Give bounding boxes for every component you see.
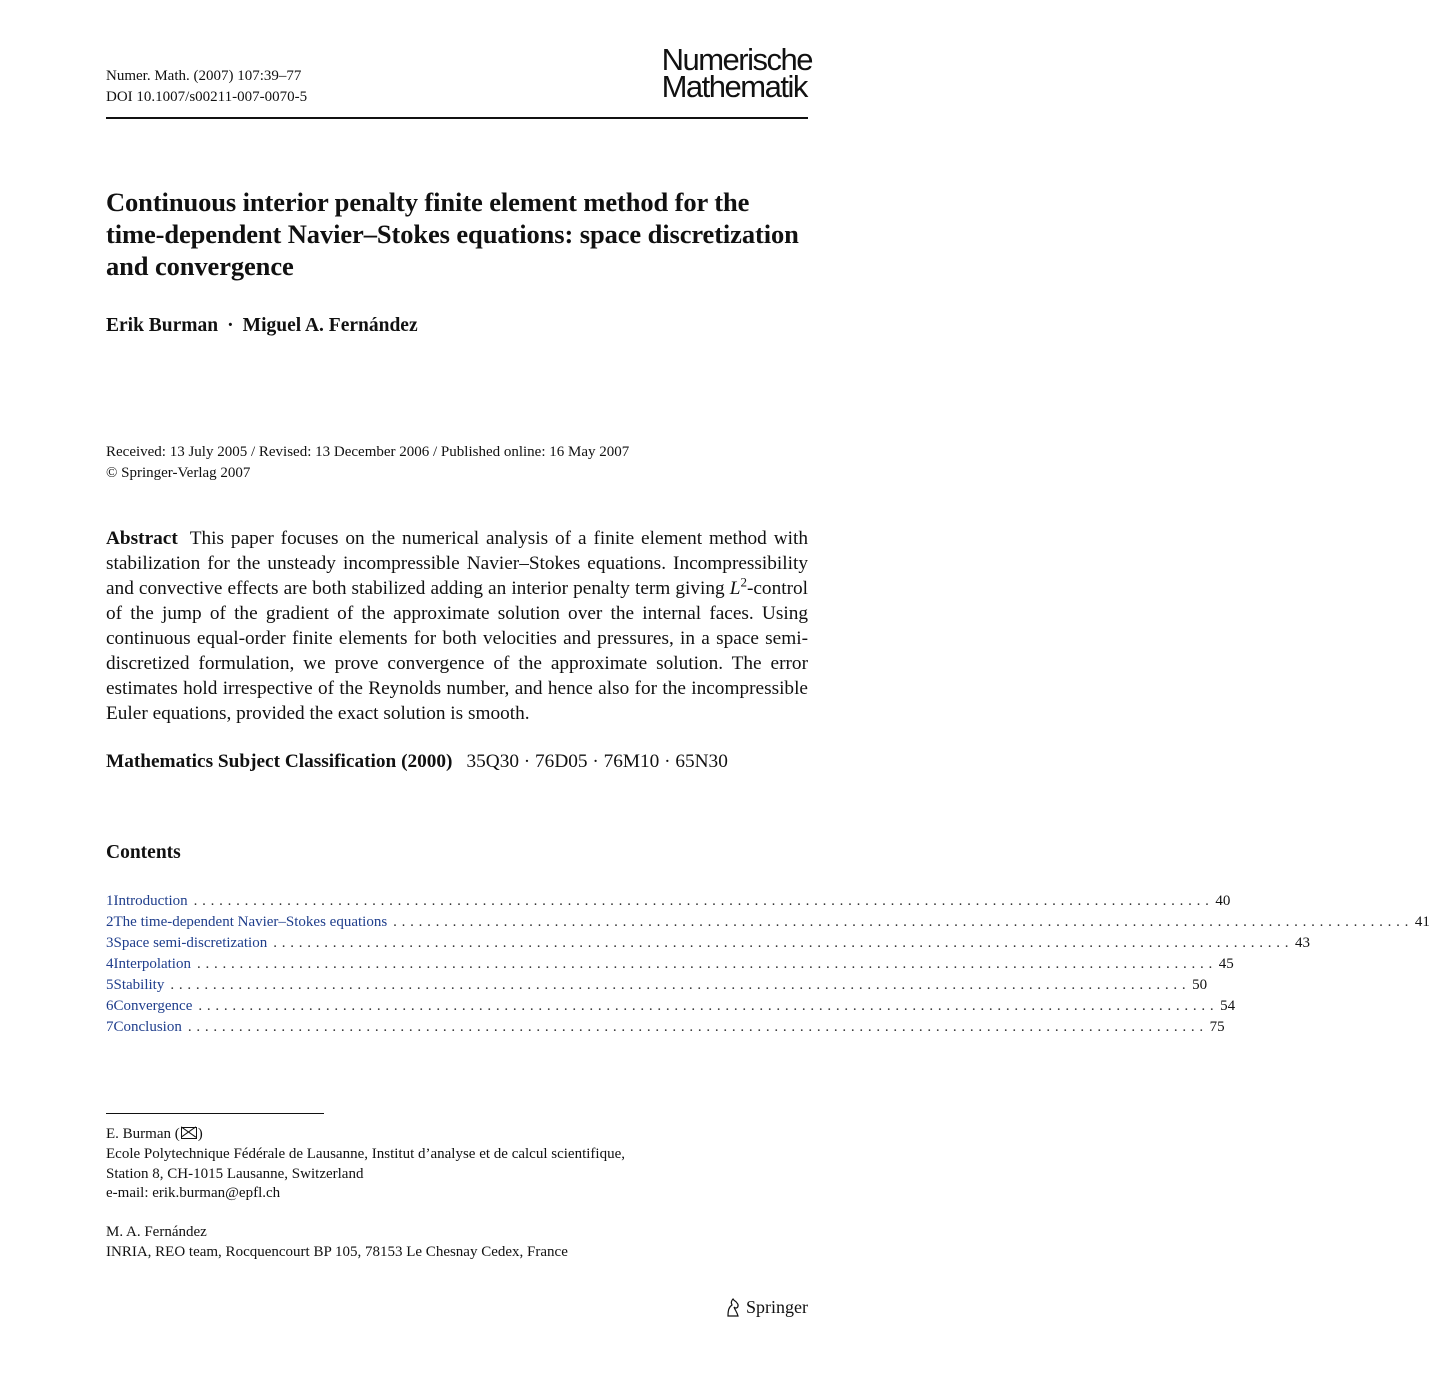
affiliation-line: INRIA, REO team, Rocquencourt BP 105, 78153 Le Chesnay Cedex, France xyxy=(106,1243,568,1260)
toc-number[interactable]: 4 xyxy=(106,956,114,972)
abstract-heading: Abstract xyxy=(106,528,178,549)
journal-reference xyxy=(106,66,307,108)
publisher-mark xyxy=(725,1297,808,1318)
affiliation-name-suffix: ) xyxy=(197,1126,203,1142)
affiliation-line: Station 8, CH-1015 Lausanne, Switzerland xyxy=(106,1165,364,1182)
toc-number[interactable]: 3 xyxy=(106,935,114,951)
table-of-contents xyxy=(106,891,1430,1038)
author-2: Miguel A. Fernández xyxy=(242,315,418,336)
journal-logo xyxy=(661,42,812,104)
affiliation-line: Ecole Polytechnique Fédérale de Lausanne, Institut d’analyse et de calcul scientifique, xyxy=(106,1145,625,1162)
toc-page: 41 xyxy=(1414,914,1430,930)
toc-leader: . . . . . . . . . . . . . . . . . . . . . . . . . . . . . . . . . . . . . . . . . . . . . . . . . . . . . . . . . . . . . . . . . . . . . . . . . . . . . . . . . . . . . . . . . . . . . . . . . . . . . . . . . . . . . . . . . . . . . . . . xyxy=(187,1019,1204,1035)
toc-link[interactable]: Interpolation xyxy=(113,956,191,972)
affiliation-name: M. A. Fernández xyxy=(106,1224,207,1240)
toc-page: 54 xyxy=(1220,998,1236,1014)
toc-leader: . . . . . . . . . . . . . . . . . . . . . . . . . . . . . . . . . . . . . . . . . . . . . . . . . . . . . . . . . . . . . . . . . . . . . . . . . . . . . . . . . . . . . . . . . . . . . . . . . . . . . . . . . . . . . . . . . . . . . . . . xyxy=(273,935,1289,951)
toc-entry[interactable] xyxy=(106,891,1231,912)
doi: DOI 10.1007/s00211-007-0070-5 xyxy=(106,89,308,105)
affiliation-burman xyxy=(106,1125,625,1204)
toc-leader: . . . . . . . . . . . . . . . . . . . . . . . . . . . . . . . . . . . . . . . . . . . . . . . . . . . . . . . . . . . . . . . . . . . . . . . . . . . . . . . . . . . . . . . . . . . . . . . . . . . . . . . . . . . . . . . . . . . . . . . . xyxy=(393,914,1409,930)
toc-page: 50 xyxy=(1192,977,1208,993)
logo-line-1: Numerische xyxy=(661,42,812,77)
journal-citation: Numer. Math. (2007) 107:39–77 xyxy=(106,68,302,84)
toc-number[interactable]: 1 xyxy=(106,893,114,909)
toc-link[interactable]: Stability xyxy=(113,977,165,993)
toc-entry[interactable] xyxy=(106,996,1236,1017)
toc-page: 40 xyxy=(1215,893,1231,909)
toc-leader: . . . . . . . . . . . . . . . . . . . . . . . . . . . . . . . . . . . . . . . . . . . . . . . . . . . . . . . . . . . . . . . . . . . . . . . . . . . . . . . . . . . . . . . . . . . . . . . . . . . . . . . . . . . . . . . . . . . . . . . . xyxy=(193,893,1210,909)
affiliation-name xyxy=(106,1125,625,1145)
history-line: Received: 13 July 2005 / Revised: 13 December 2006 / Published online: 16 May 2007 xyxy=(106,444,630,460)
toc-number[interactable]: 7 xyxy=(106,1019,114,1035)
email-line[interactable]: e-mail: erik.burman@epfl.ch xyxy=(106,1185,281,1202)
msc-classification xyxy=(106,751,728,773)
toc-page: 75 xyxy=(1209,1019,1225,1035)
publication-dates xyxy=(106,442,629,484)
toc-entry[interactable] xyxy=(106,954,1234,975)
springer-horse-icon xyxy=(725,1298,741,1318)
toc-link[interactable]: Space semi-discretization xyxy=(113,935,268,951)
toc-link[interactable]: The time-dependent Navier–Stokes equations xyxy=(113,914,388,930)
toc-link[interactable]: Introduction xyxy=(113,893,188,909)
toc-entry[interactable] xyxy=(106,912,1430,933)
abstract xyxy=(106,526,808,726)
contents-heading: Contents xyxy=(106,842,181,863)
publisher-name: Springer xyxy=(746,1297,808,1317)
header-divider xyxy=(106,117,808,119)
toc-page: 45 xyxy=(1218,956,1234,972)
author-separator: · xyxy=(227,315,234,336)
math-L: L xyxy=(729,578,741,599)
footnote-divider xyxy=(106,1113,324,1114)
copyright-line: © Springer-Verlag 2007 xyxy=(106,465,251,481)
toc-entry[interactable] xyxy=(106,975,1208,996)
affiliation-fernandez xyxy=(106,1223,568,1263)
toc-number[interactable]: 5 xyxy=(106,977,114,993)
msc-codes: 35Q30 · 76D05 · 76M10 · 65N30 xyxy=(466,751,728,772)
paper-title: Continuous interior penalty finite element method for the time-dependent Navier–Stokes equations: space discretization and convergence xyxy=(106,187,799,281)
affiliation-name-text: E. Burman ( xyxy=(106,1126,180,1142)
author-1: Erik Burman xyxy=(106,315,219,336)
toc-leader: . . . . . . . . . . . . . . . . . . . . . . . . . . . . . . . . . . . . . . . . . . . . . . . . . . . . . . . . . . . . . . . . . . . . . . . . . . . . . . . . . . . . . . . . . . . . . . . . . . . . . . . . . . . . . . . . . . . . . . . . xyxy=(198,998,1215,1014)
logo-line-2: Mathematik xyxy=(661,69,807,104)
toc-entry[interactable] xyxy=(106,933,1310,954)
math-superscript: 2 xyxy=(740,574,747,590)
msc-heading: Mathematics Subject Classification (2000) xyxy=(106,751,453,772)
abstract-text-1: This paper focuses on the numerical analysis of a finite element method with stabilization for the unsteady incompressible Navier–Stokes equations. Incompressibility and convective effects are both stabilized adding an interior penalty term giving xyxy=(106,528,808,599)
toc-page: 43 xyxy=(1294,935,1310,951)
toc-entry[interactable] xyxy=(106,1017,1225,1038)
envelope-icon xyxy=(181,1127,197,1139)
toc-link[interactable]: Conclusion xyxy=(113,1019,182,1035)
authors xyxy=(106,315,418,337)
toc-leader: . . . . . . . . . . . . . . . . . . . . . . . . . . . . . . . . . . . . . . . . . . . . . . . . . . . . . . . . . . . . . . . . . . . . . . . . . . . . . . . . . . . . . . . . . . . . . . . . . . . . . . . . . . . . . . . . . . . . . . . . xyxy=(170,977,1187,993)
toc-number[interactable]: 6 xyxy=(106,998,114,1014)
toc-leader: . . . . . . . . . . . . . . . . . . . . . . . . . . . . . . . . . . . . . . . . . . . . . . . . . . . . . . . . . . . . . . . . . . . . . . . . . . . . . . . . . . . . . . . . . . . . . . . . . . . . . . . . . . . . . . . . . . . . . . . . xyxy=(196,956,1213,972)
toc-link[interactable]: Convergence xyxy=(113,998,193,1014)
toc-number[interactable]: 2 xyxy=(106,914,114,930)
abstract-text-2: -control of the jump of the gradient of the approximate solution over the internal faces. Using continuous equal-order finite elements for both velocities and pressures, in a space semi-discretized formulation, we prove convergence of the approximate solution. The error estimates hold irrespective of the Reynolds number, and hence also for the incompressible Euler equations, provided the exact solution is smooth. xyxy=(106,578,808,724)
